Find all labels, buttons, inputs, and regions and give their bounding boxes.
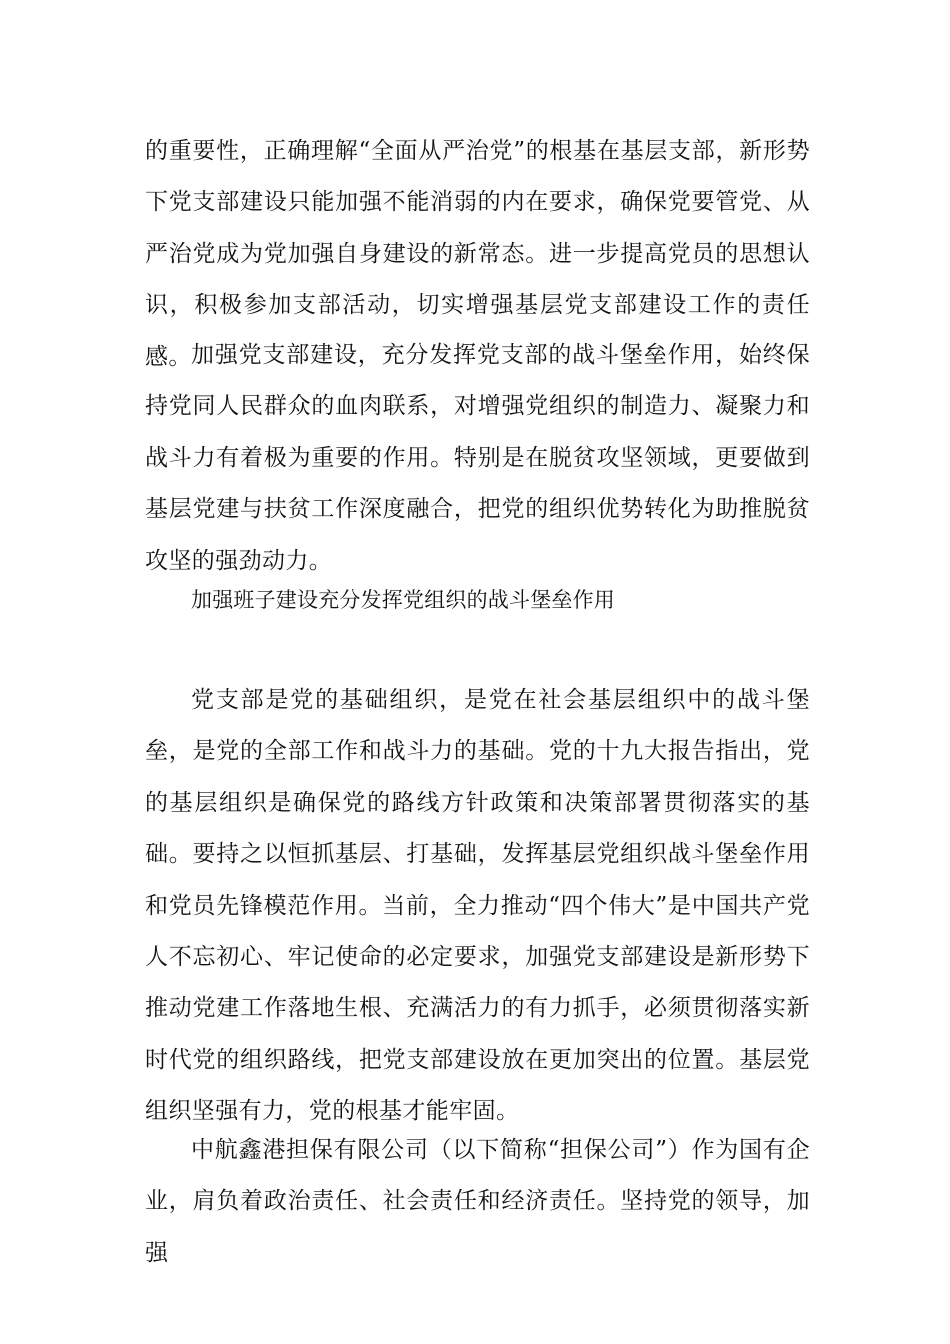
paragraph-party-branch-building: 加强党支部建设，充分发挥党支部的战斗堡垒作用，始终保持党同人民群众的血肉联系，对增强党组织的制造力、凝聚力和战斗力有着极为重要的作用。特别是在脱贫攻坚领域，更要做到基层党建与扶贫工作深度融合，把党的组织优势转化为助推脱贫攻坚的强劲动力。 xyxy=(145,342,810,574)
paragraph-company-intro: 中航鑫港担保有限公司（以下简称“担保公司”）作为国有企业，肩负着政治责任、社会责任和经济责任。坚持党的领导，加强 xyxy=(145,1137,810,1266)
section-heading: 加强班子建设充分发挥党组织的战斗堡垒作用 xyxy=(191,588,615,612)
paragraph-party-branch-foundation: 党支部是党的基础组织，是党在社会基层组织中的战斗堡垒，是党的全部工作和战斗力的基础。党的十九大报告指出，党的基层组织是确保党的路线方针政策和决策部署贯彻落实的基础。要持之以恒抓基层、打基础，发挥基层党组织战斗堡垒作用和党员先锋模范作用。当前，全力推动“四个伟大”是中国共产党人不忘初心、牢记使命的必定要求，加强党支部建设是新形势下推动党建工作落地生根、充满活力的有力抓手，必须贯彻落实新时代党的组织路线，把党支部建设放在更加突出的位置。基层党组织坚强有力，党的根基才能牢固。 xyxy=(145,687,810,1125)
paragraph-continuation: 的重要性，正确理解“全面从严治党”的根基在基层支部，新形势下党支部建设只能加强不能消弱的内在要求，确保党要管党、从严治党成为党加强自身建设的新常态。进一步提高党员的思想认识，积极参加支部活动，切实增强基层党支部建设工作的责任感。 xyxy=(145,138,810,370)
